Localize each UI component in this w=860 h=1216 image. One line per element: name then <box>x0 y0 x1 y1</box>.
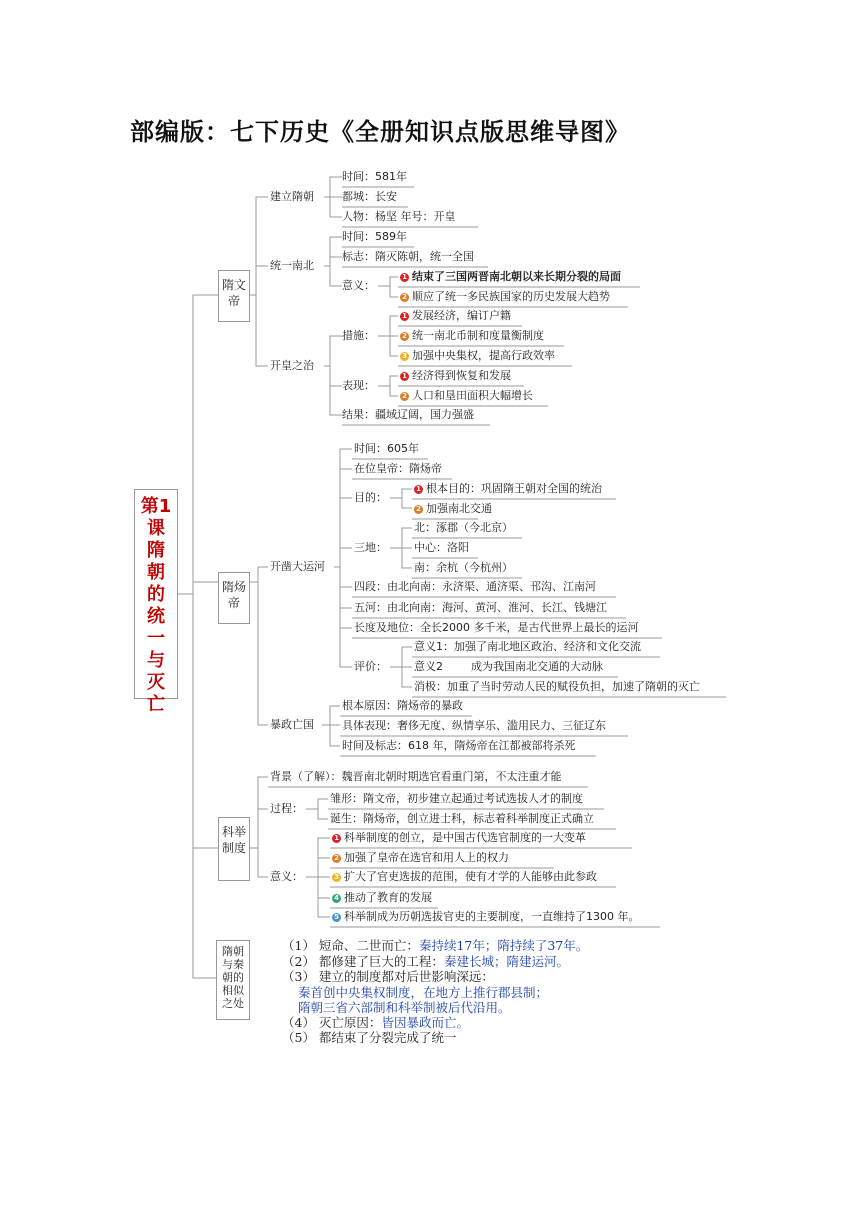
number-1-icon: 1 <box>400 372 409 381</box>
keju-meaning: 4 推动了教育的发展 <box>332 891 432 905</box>
canal-purpose-label: 目的： <box>354 491 387 504</box>
keju-process: 诞生：隋炀帝，创立进士科，标志着科举制度正式确立 <box>330 812 594 825</box>
number-2-icon: 2 <box>400 293 409 302</box>
canal-points-label: 三地： <box>354 541 387 554</box>
kaihuang-perf-label: 表现： <box>342 379 375 392</box>
tongyi-meaning-item: 1 结束了三国两晋南北朝以来长期分裂的局面 <box>400 270 621 284</box>
number-1-icon: 1 <box>400 273 409 282</box>
tyranny-item: 时间及标志：618 年，隋炀帝在江都被部将杀死 <box>342 739 576 752</box>
root-title: 第1课隋朝的统一与灭亡 <box>140 496 172 715</box>
compare-line-6: （4） 灭亡原因：皆因暴政而亡。 <box>282 1015 469 1030</box>
canal-point: 中心：洛阳 <box>414 541 469 554</box>
number-3-icon: 3 <box>332 873 341 882</box>
canal-five-rivers: 五河：由北向南：海河、黄河、淮河、长江、钱塘江 <box>354 601 607 614</box>
jianli-item: 时间：581年 <box>342 170 407 183</box>
branch-tyranny: 暴政亡国 <box>270 718 314 731</box>
keju-meaning: 1 科举制度的创立，是中国古代选官制度的一大变革 <box>332 831 586 845</box>
tyranny-item: 根本原因：隋炀帝的暴政 <box>342 699 463 712</box>
compare-line-5: 隋朝三省六部制和科举制被后代沿用。 <box>298 1000 511 1015</box>
keju-process-label: 过程： <box>270 802 303 815</box>
node-sui-yangdi: 隋炀帝 <box>218 572 250 624</box>
number-1-icon: 1 <box>400 312 409 321</box>
number-3-icon: 3 <box>400 352 409 361</box>
number-2-icon: 2 <box>414 505 423 514</box>
canal-eval: 意义1：加强了南北地区政治、经济和文化交流 <box>414 640 641 653</box>
canal-eval: 意义2 成为我国南北交通的大动脉 <box>414 660 603 673</box>
root-node <box>134 489 178 715</box>
keju-meaning: 5 科举制成为历朝选拔官吏的主要制度，一直维持了1300 年。 <box>332 910 640 924</box>
canal-point: 南：余杭（今杭州） <box>414 561 513 574</box>
branch-kaihuang: 开皇之治 <box>270 359 314 372</box>
branch-canal: 开凿大运河 <box>270 560 325 573</box>
number-2-icon: 2 <box>400 392 409 401</box>
node-sui-wendi: 隋文帝 <box>218 270 250 322</box>
kaihuang-perf: 1 经济得到恢复和发展 <box>400 369 511 383</box>
canal-purpose: 1 根本目的：巩固隋王朝对全国的统治 <box>414 482 602 496</box>
keju-background: 背景（了解）：魏晋南北朝时期选官看重门第，不太注重才能 <box>270 770 562 783</box>
document-title: 部编版：七下历史《全册知识点版思维导图》 <box>130 118 630 146</box>
node-compare: 隋朝与秦朝的相似之处 <box>216 940 250 1020</box>
tyranny-item: 具体表现：奢侈无度、纵情享乐、滥用民力、三征辽东 <box>342 719 606 732</box>
number-5-icon: 5 <box>332 913 341 922</box>
canal-time: 时间：605年 <box>354 442 419 455</box>
compare-line-1: （1） 短命、二世而亡：秦持续17年；隋持续了37年。 <box>282 938 589 953</box>
branch-tongyi: 统一南北 <box>270 259 314 272</box>
compare-line-4: 秦首创中央集权制度，在地方上推行郡县制； <box>298 985 549 1000</box>
kaihuang-measure: 2 统一南北币制和度量衡制度 <box>400 329 544 343</box>
canal-emperor: 在位皇帝：隋炀帝 <box>354 462 442 475</box>
canal-four-sections: 四段：由北向南：永济渠、通济渠、邗沟、江南河 <box>354 580 596 593</box>
keju-meaning-label: 意义： <box>270 870 303 883</box>
compare-line-7: （5） 都结束了分裂完成了统一 <box>282 1030 457 1045</box>
kaihuang-measure: 1 发展经济，编订户籍 <box>400 309 511 323</box>
canal-length: 长度及地位：全长2000 多千米，是古代世界上最长的运河 <box>354 621 639 634</box>
kaihuang-measure: 3 加强中央集权，提高行政效率 <box>400 349 555 363</box>
kaihuang-measures-label: 措施： <box>342 329 375 342</box>
tongyi-meaning-item: 2 顺应了统一多民族国家的历史发展大趋势 <box>400 290 610 304</box>
jianli-item: 人物：杨坚 年号：开皇 <box>342 210 456 223</box>
number-4-icon: 4 <box>332 894 341 903</box>
canal-point: 北：涿郡（今北京） <box>414 521 513 534</box>
canal-eval: 消极：加重了当时劳动人民的赋役负担，加速了隋朝的灭亡 <box>414 680 700 693</box>
compare-line-2: （2） 都修建了巨大的工程：秦建长城；隋建运河。 <box>282 954 569 969</box>
keju-process: 雏形：隋文帝，初步建立起通过考试选拔人才的制度 <box>330 792 583 805</box>
kaihuang-result: 结果：疆域辽阔，国力强盛 <box>342 408 474 421</box>
tongyi-time: 时间：589年 <box>342 230 407 243</box>
keju-meaning: 2 加强了皇帝在选官和用人上的权力 <box>332 851 509 865</box>
number-1-icon: 1 <box>332 834 341 843</box>
number-2-icon: 2 <box>332 854 341 863</box>
canal-purpose: 2 加强南北交通 <box>414 502 492 516</box>
compare-line-3: （3） 建立的制度都对后世影响深远： <box>282 969 494 984</box>
tongyi-mark: 标志：隋灭陈朝，统一全国 <box>342 250 474 263</box>
branch-jianli: 建立隋朝 <box>270 190 314 203</box>
canal-eval-label: 评价： <box>354 660 387 673</box>
kaihuang-perf: 2 人口和垦田面积大幅增长 <box>400 389 533 403</box>
number-2-icon: 2 <box>400 332 409 341</box>
node-keju: 科举制度 <box>218 817 250 881</box>
tongyi-meaning-label: 意义： <box>342 279 375 292</box>
number-1-icon: 1 <box>414 485 423 494</box>
keju-meaning: 3 扩大了官吏选拔的范围，使有才学的人能够由此参政 <box>332 870 597 884</box>
jianli-item: 都城：长安 <box>342 190 397 203</box>
